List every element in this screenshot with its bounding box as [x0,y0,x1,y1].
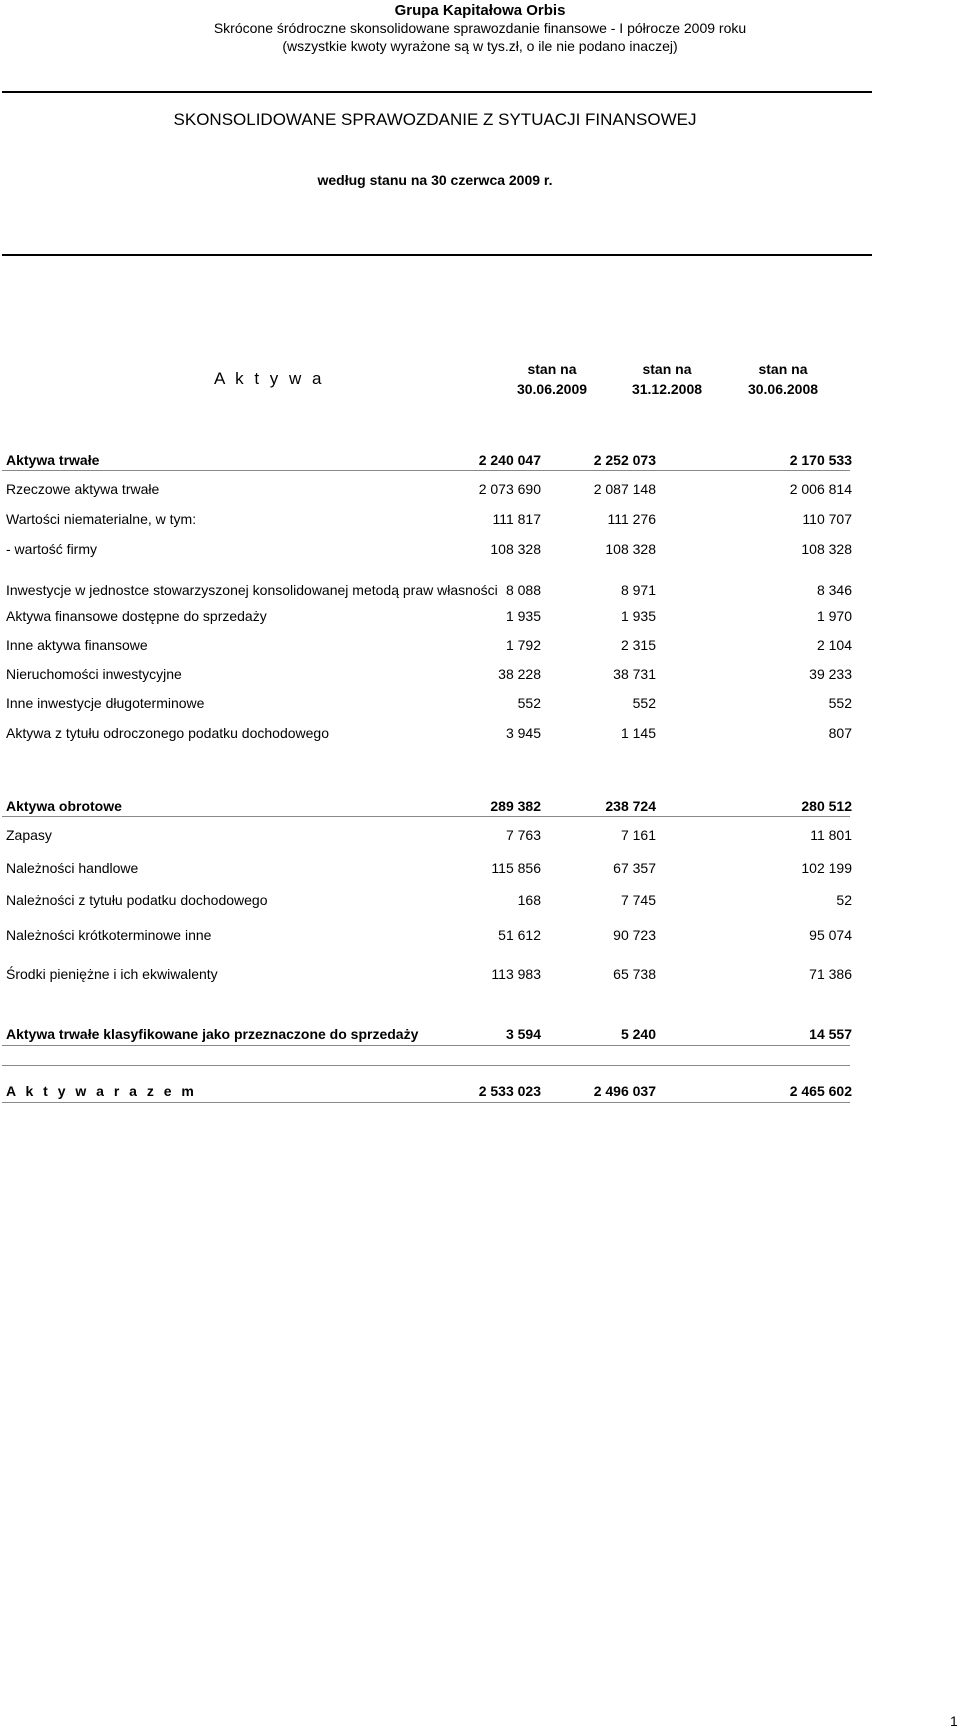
table-row [6,692,860,714]
row-value: 2 252 073 [593,452,656,468]
report-title: Skrócone śródroczne skonsolidowane sprawozdanie finansowe - I półrocze 2009 roku [213,20,747,36]
row-value: 2 170 533 [789,452,852,468]
row-label: Aktywa trwałe [6,452,100,468]
table-row [6,1023,860,1045]
row-label: Inwestycje w jednostce stowarzyszonej konsolidowanej metodą praw własności [6,582,498,598]
row-value: 2 087 148 [593,481,656,497]
row-underline [2,1065,850,1066]
row-value: 3 945 [505,725,541,741]
table-row [6,508,860,530]
row-value: 113 983 [491,966,541,982]
row-label: A k t y w a r a z e m [6,1083,197,1099]
row-label: - wartość firmy [6,541,97,557]
row-value: 95 074 [809,927,852,943]
row-value: 7 763 [505,827,541,843]
row-underline [2,1102,850,1103]
row-value: 108 328 [605,541,656,557]
row-label: Inne inwestycje długoterminowe [6,695,205,711]
row-value: 8 971 [620,582,656,598]
row-value: 2 240 047 [478,452,541,468]
row-value: 1 792 [505,637,541,653]
row-value: 1 145 [620,725,656,741]
row-underline [2,470,850,471]
row-label: Należności krótkoterminowe inne [6,927,212,943]
row-value: 552 [828,695,852,711]
row-value: 71 386 [809,966,852,982]
column-header [733,359,833,399]
row-value: 38 731 [613,666,656,682]
row-value: 38 228 [498,666,541,682]
table-row [6,924,860,946]
row-label: Rzeczowe aktywa trwałe [6,481,160,497]
row-label: Zapasy [6,827,52,843]
column-header [502,359,602,399]
row-value: 8 088 [505,582,541,598]
row-value: 5 240 [620,1026,656,1042]
statement-title: SKONSOLIDOWANE SPRAWOZDANIE Z SYTUACJI FINANSOWEJ [173,110,697,129]
row-label: Inne aktywa finansowe [6,637,148,653]
table-row [6,722,860,744]
row-value: 2 073 690 [478,481,541,497]
row-label: Aktywa obrotowe [6,798,122,814]
row-value: 1 970 [816,608,852,624]
row-value: 51 612 [498,927,541,943]
statement-date: według stanu na 30 czerwca 2009 r. [317,172,553,188]
row-underline [2,816,850,817]
company-name: Grupa Kapitałowa Orbis [394,2,566,19]
row-value: 111 276 [607,511,656,527]
row-value: 102 199 [801,860,852,876]
row-label: Aktywa finansowe dostępne do sprzedaży [6,608,267,624]
row-label: Wartości niematerialne, w tym: [6,511,197,527]
section-divider [2,254,872,256]
row-value: 111 817 [492,511,541,527]
units-note: (wszystkie kwoty wyrażone są w tys.zł, o ile nie podano inaczej) [282,38,678,54]
row-label: Nieruchomości inwestycyjne [6,666,182,682]
table-row [6,663,860,685]
row-value: 2 104 [816,637,852,653]
column-header-line1: stan na [642,361,692,377]
row-value: 552 [632,695,656,711]
column-header-date: 30.06.2009 [516,381,588,397]
page-number: 1 [950,1713,958,1729]
row-value: 8 346 [816,582,852,598]
row-value: 280 512 [801,798,852,814]
row-value: 7 161 [620,827,656,843]
row-value: 2 533 023 [478,1083,541,1099]
column-header-date: 30.06.2008 [747,381,819,397]
row-value: 11 801 [810,827,852,843]
row-value: 2 006 814 [789,481,852,497]
table-row [6,795,860,817]
row-value: 39 233 [809,666,852,682]
row-value: 1 935 [505,608,541,624]
section-label: A k t y w a [214,369,325,388]
column-header-date: 31.12.2008 [631,381,703,397]
column-header [617,359,717,399]
row-value: 115 856 [491,860,541,876]
row-label: Aktywa z tytułu odroczonego podatku dochodowego [6,725,329,741]
row-value: 2 315 [620,637,656,653]
row-value: 3 594 [505,1026,541,1042]
table-row [6,857,860,879]
row-label: Należności z tytułu podatku dochodowego [6,892,268,908]
table-row [6,634,860,656]
table-row [6,478,860,500]
row-value: 238 724 [605,798,656,814]
row-value: 108 328 [490,541,541,557]
row-value: 52 [836,892,852,908]
column-header-line1: stan na [758,361,808,377]
row-underline [2,1045,850,1046]
row-value: 108 328 [801,541,852,557]
top-divider [2,91,872,93]
row-value: 67 357 [613,860,656,876]
table-row [6,1080,860,1102]
row-value: 2 465 602 [789,1083,852,1099]
table-row [6,824,860,846]
table-row [6,449,860,471]
row-label: Środki pieniężne i ich ekwiwalenty [6,966,218,982]
row-value: 289 382 [490,798,541,814]
table-row [6,538,860,560]
row-value: 110 707 [802,511,852,527]
row-value: 1 935 [620,608,656,624]
row-value: 552 [517,695,541,711]
row-label: Aktywa trwałe klasyfikowane jako przeznaczone do sprzedaży [6,1026,419,1042]
row-value: 65 738 [613,966,656,982]
row-value: 807 [828,725,852,741]
table-row [6,889,860,911]
column-header-line1: stan na [527,361,577,377]
row-label: Należności handlowe [6,860,139,876]
row-value: 7 745 [620,892,656,908]
row-value: 168 [517,892,541,908]
row-value: 2 496 037 [593,1083,656,1099]
row-value: 90 723 [613,927,656,943]
row-value: 14 557 [809,1026,852,1042]
table-row [6,963,860,985]
table-row [6,605,860,627]
